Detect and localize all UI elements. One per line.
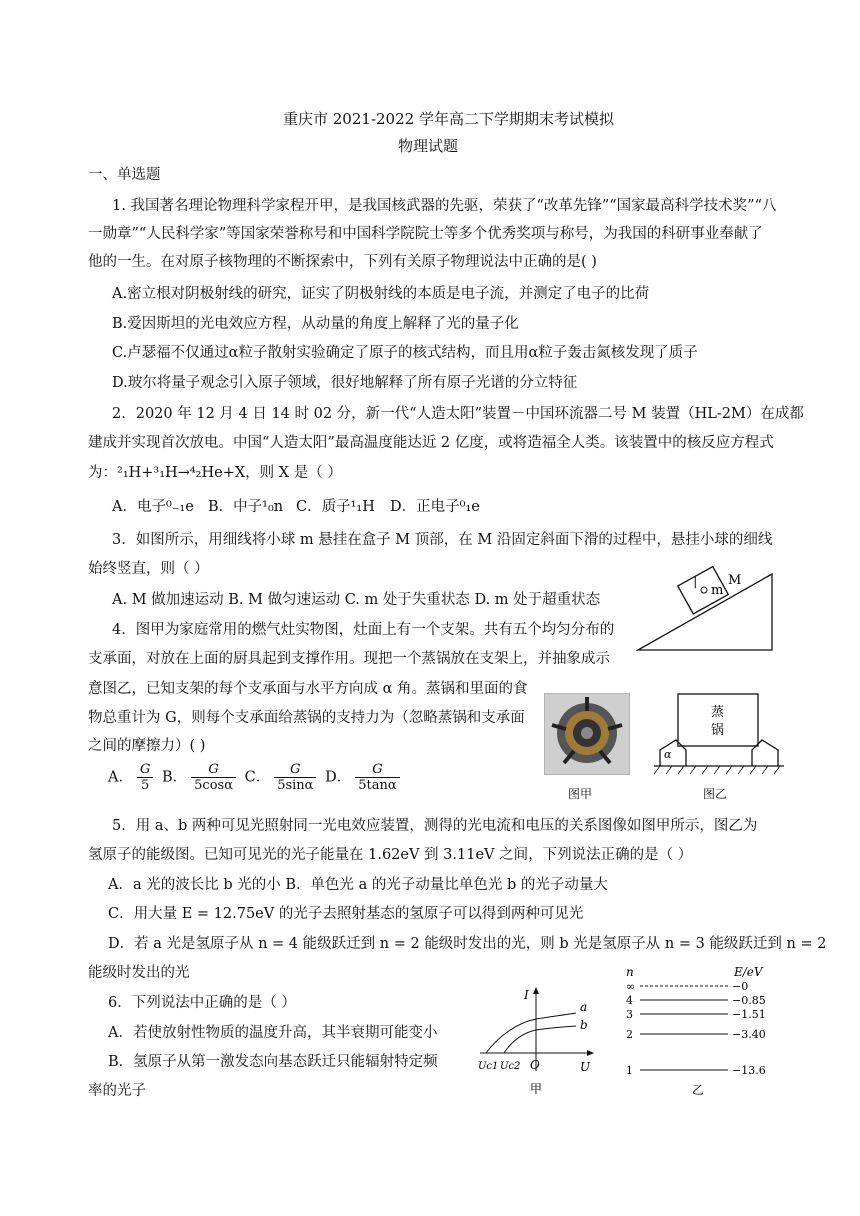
- q1-stem-line-1: 1. 我国著名理论物理科学家程开甲，是我国核武器的先驱，荣获了“改革先锋”“国家最高科学技术奖”“八: [112, 198, 777, 214]
- energy-level-n: 2: [626, 1028, 633, 1041]
- energy-caption: 乙: [692, 1083, 705, 1097]
- energy-level-e: −3.40: [732, 1028, 766, 1041]
- q4-option-d-frac: [355, 762, 399, 793]
- q5-stem-line-1: 5．用 a、b 两种可见光照射同一光电效应装置，测得的光电流和电压的关系图像如图甲所示，图乙为: [112, 818, 758, 834]
- uc1-label: Uc1: [478, 1061, 499, 1072]
- q4-option-b-label: B．: [161, 769, 188, 786]
- q4-b-num: G: [191, 762, 236, 778]
- q1-option-c: C.卢瑟福不仅通过α粒子散射实验确定了原子的核式结构，而且用α粒子轰击氮核发现了质子: [112, 345, 698, 361]
- box-label: M: [728, 573, 742, 588]
- e-header: E/eV: [734, 965, 763, 979]
- q4-stem-line-5: 之间的摩擦力）( ): [88, 738, 206, 754]
- q2-stem-suffix: ，则 X 是（ ）: [245, 465, 342, 481]
- q2-option-c: C．质子¹₁H: [296, 499, 375, 515]
- energy-levels: [626, 980, 766, 1077]
- fig-schematic-caption: 图乙: [703, 787, 728, 801]
- ground-hatch: [654, 766, 780, 774]
- q4-d-num: G: [355, 762, 399, 778]
- q4-option-a-label: A．: [108, 769, 133, 786]
- pot-box: [678, 694, 758, 746]
- q2-equation: ²₁H+³₁H→⁴₂He+X: [117, 465, 246, 481]
- q5-option-ab: A．a 光的波长比 b 光的小 B．单色光 a 的光子动量比单色光 b 的光子动量大: [108, 877, 608, 893]
- origin-label: O: [530, 1058, 540, 1072]
- n-header: n: [626, 965, 634, 979]
- q2-option-d: D．正电子⁰₁e: [390, 499, 480, 515]
- pot-label-2: 锅: [711, 723, 725, 738]
- energy-level-n: 4: [626, 994, 633, 1007]
- y-axis-label: I: [524, 988, 529, 1002]
- q5-option-d-line-2: 能级时发出的光: [88, 965, 190, 981]
- q4-c-num: G: [274, 762, 316, 778]
- q4-option-b-frac: [191, 762, 236, 793]
- q4-d-den: 5tanα: [358, 778, 397, 793]
- page-title: 重庆市 2021-2022 学年高二下学期期末考试模拟: [283, 110, 614, 128]
- q4-stem-line-2: 支承面，对放在上面的厨具起到支撑作用。现把一个蒸锅放在支架上，并抽象成示: [88, 651, 610, 667]
- q5-stem-line-2: 氢原子的能级图。已知可见光的光子能量在 1.62eV 到 3.11eV 之间，下列说法正确的是（ ）: [88, 847, 693, 863]
- q3-stem-line-2: 始终竖直，则（ ）: [88, 561, 209, 577]
- page-subtitle: 物理试题: [398, 137, 459, 155]
- q2-stem-line-3: [88, 461, 342, 482]
- q2-stem-prefix: 为：: [88, 465, 117, 481]
- q4-option-d-label: D．: [325, 769, 352, 786]
- uc2-label: Uc2: [500, 1061, 521, 1072]
- energy-level-e: −0.85: [732, 994, 766, 1007]
- pot-schematic: [654, 688, 784, 778]
- q1-stem-line-3: 他的一生。在对原子核物理的不断探索中，下列有关原子物理说法中正确的是( ): [88, 254, 597, 270]
- q1-option-b: B.爱因斯坦的光电效应方程，从动量的角度上解释了光的量子化: [112, 316, 519, 332]
- q2-option-b: B．中子¹₀n: [208, 499, 284, 515]
- energy-level-diagram: [618, 964, 788, 1100]
- incline-box-figure: [636, 566, 776, 652]
- q1-option-d: D.玻尔将量子观念引入原子领域，很好地解释了所有原子光谱的分立特征: [112, 375, 578, 391]
- q6-option-b-line-1: B．氢原子从第一激发态向基态跃迁只能辐射特定频: [108, 1054, 438, 1070]
- q4-option-c-frac: [274, 762, 316, 793]
- iu-caption: 甲: [530, 1082, 543, 1096]
- q6-stem: 6．下列说法中正确的是（ ）: [108, 995, 296, 1011]
- q2-option-a: A．电子⁰₋₁e: [112, 499, 194, 515]
- q4-stem-line-1: 4．图甲为家庭常用的燃气灶实物图，灶面上有一个支架。共有五个均匀分布的: [112, 622, 615, 638]
- q4-options: [108, 762, 404, 793]
- energy-level-n: 1: [626, 1064, 633, 1077]
- q6-option-b-line-2: 率的光子: [88, 1083, 146, 1099]
- q4-c-den: 5sinα: [277, 778, 314, 793]
- q4-a-den: 5: [141, 778, 150, 793]
- fig-stove-caption: 图甲: [568, 787, 593, 801]
- q6-option-a: A．若使放射性物质的温度升高，其半衰期可能变小: [108, 1025, 438, 1041]
- energy-level-e: −0: [732, 980, 749, 993]
- q4-option-c-label: C．: [244, 769, 271, 786]
- energy-level-n: 3: [626, 1008, 633, 1021]
- x-axis-label: U: [580, 1060, 591, 1074]
- q5-option-c: C．用大量 E = 12.75eV 的光子去照射基态的氢原子可以得到两种可见光: [108, 906, 584, 922]
- q3-options: A. M 做加速运动 B. M 做匀速运动 C. m 处于失重状态 D. m 处于超重状态: [112, 592, 601, 608]
- curve-b: [504, 1026, 576, 1053]
- angle-label: α: [664, 748, 672, 761]
- q4-a-num: G: [137, 762, 153, 778]
- curve-a-label: a: [580, 1000, 588, 1014]
- section-heading: 一、单选题: [88, 167, 161, 183]
- q3-stem-line-1: 3．如图所示，用细线将小球 m 悬挂在盒子 M 顶部，在 M 沿固定斜面下滑的过程中，悬挂小球的细线: [112, 532, 773, 548]
- q1-option-a: A.密立根对阴极射线的研究，证实了阴极射线的本质是电子流，并测定了电子的比荷: [112, 286, 650, 302]
- curve-b-label: b: [580, 1018, 588, 1032]
- energy-level-e: −1.51: [732, 1008, 766, 1021]
- q4-option-a-frac: [137, 762, 153, 793]
- ball-label: m: [711, 583, 724, 598]
- curve-a: [486, 1013, 576, 1053]
- pot-label-1: 蒸: [711, 705, 725, 720]
- energy-level-e: −13.6: [732, 1064, 766, 1077]
- q2-stem-line-1: 2．2020 年 12 月 4 日 14 时 02 分，新一代“人造太阳”装置－中国环流器二号 M 装置（HL-2M）在成都: [112, 406, 804, 422]
- q1-stem-line-2: 一勋章”“人民科学家”等国家荣誉称号和中国科学院院士等多个优秀奖项与称号，为我国的科研事业奉献了: [88, 226, 763, 242]
- q2-stem-line-2: 建成并实现首次放电。中国“人造太阳”最高温度能达近 2 亿度，或将造福全人类。该装置中的核反应方程式: [88, 435, 774, 451]
- stove-photo: [544, 693, 630, 775]
- q5-option-d-line-1: D．若 a 光是氢原子从 n = 4 能级跃迁到 n = 2 能级时发出的光，则 b 光是氢原子从 n = 3 能级跃迁到 n = 2: [108, 936, 827, 952]
- iu-graph: [476, 985, 596, 1097]
- q4-stem-line-3: 意图乙，已知支架的每个支承面与水平方向成 α 角。蒸锅和里面的食: [88, 681, 528, 697]
- q4-b-den: 5cosα: [194, 778, 233, 793]
- q4-stem-line-4: 物总重计为 G，则每个支承面给蒸锅的支持力为（忽略蒸锅和支承面: [88, 710, 525, 726]
- energy-level-n: ∞: [626, 980, 636, 993]
